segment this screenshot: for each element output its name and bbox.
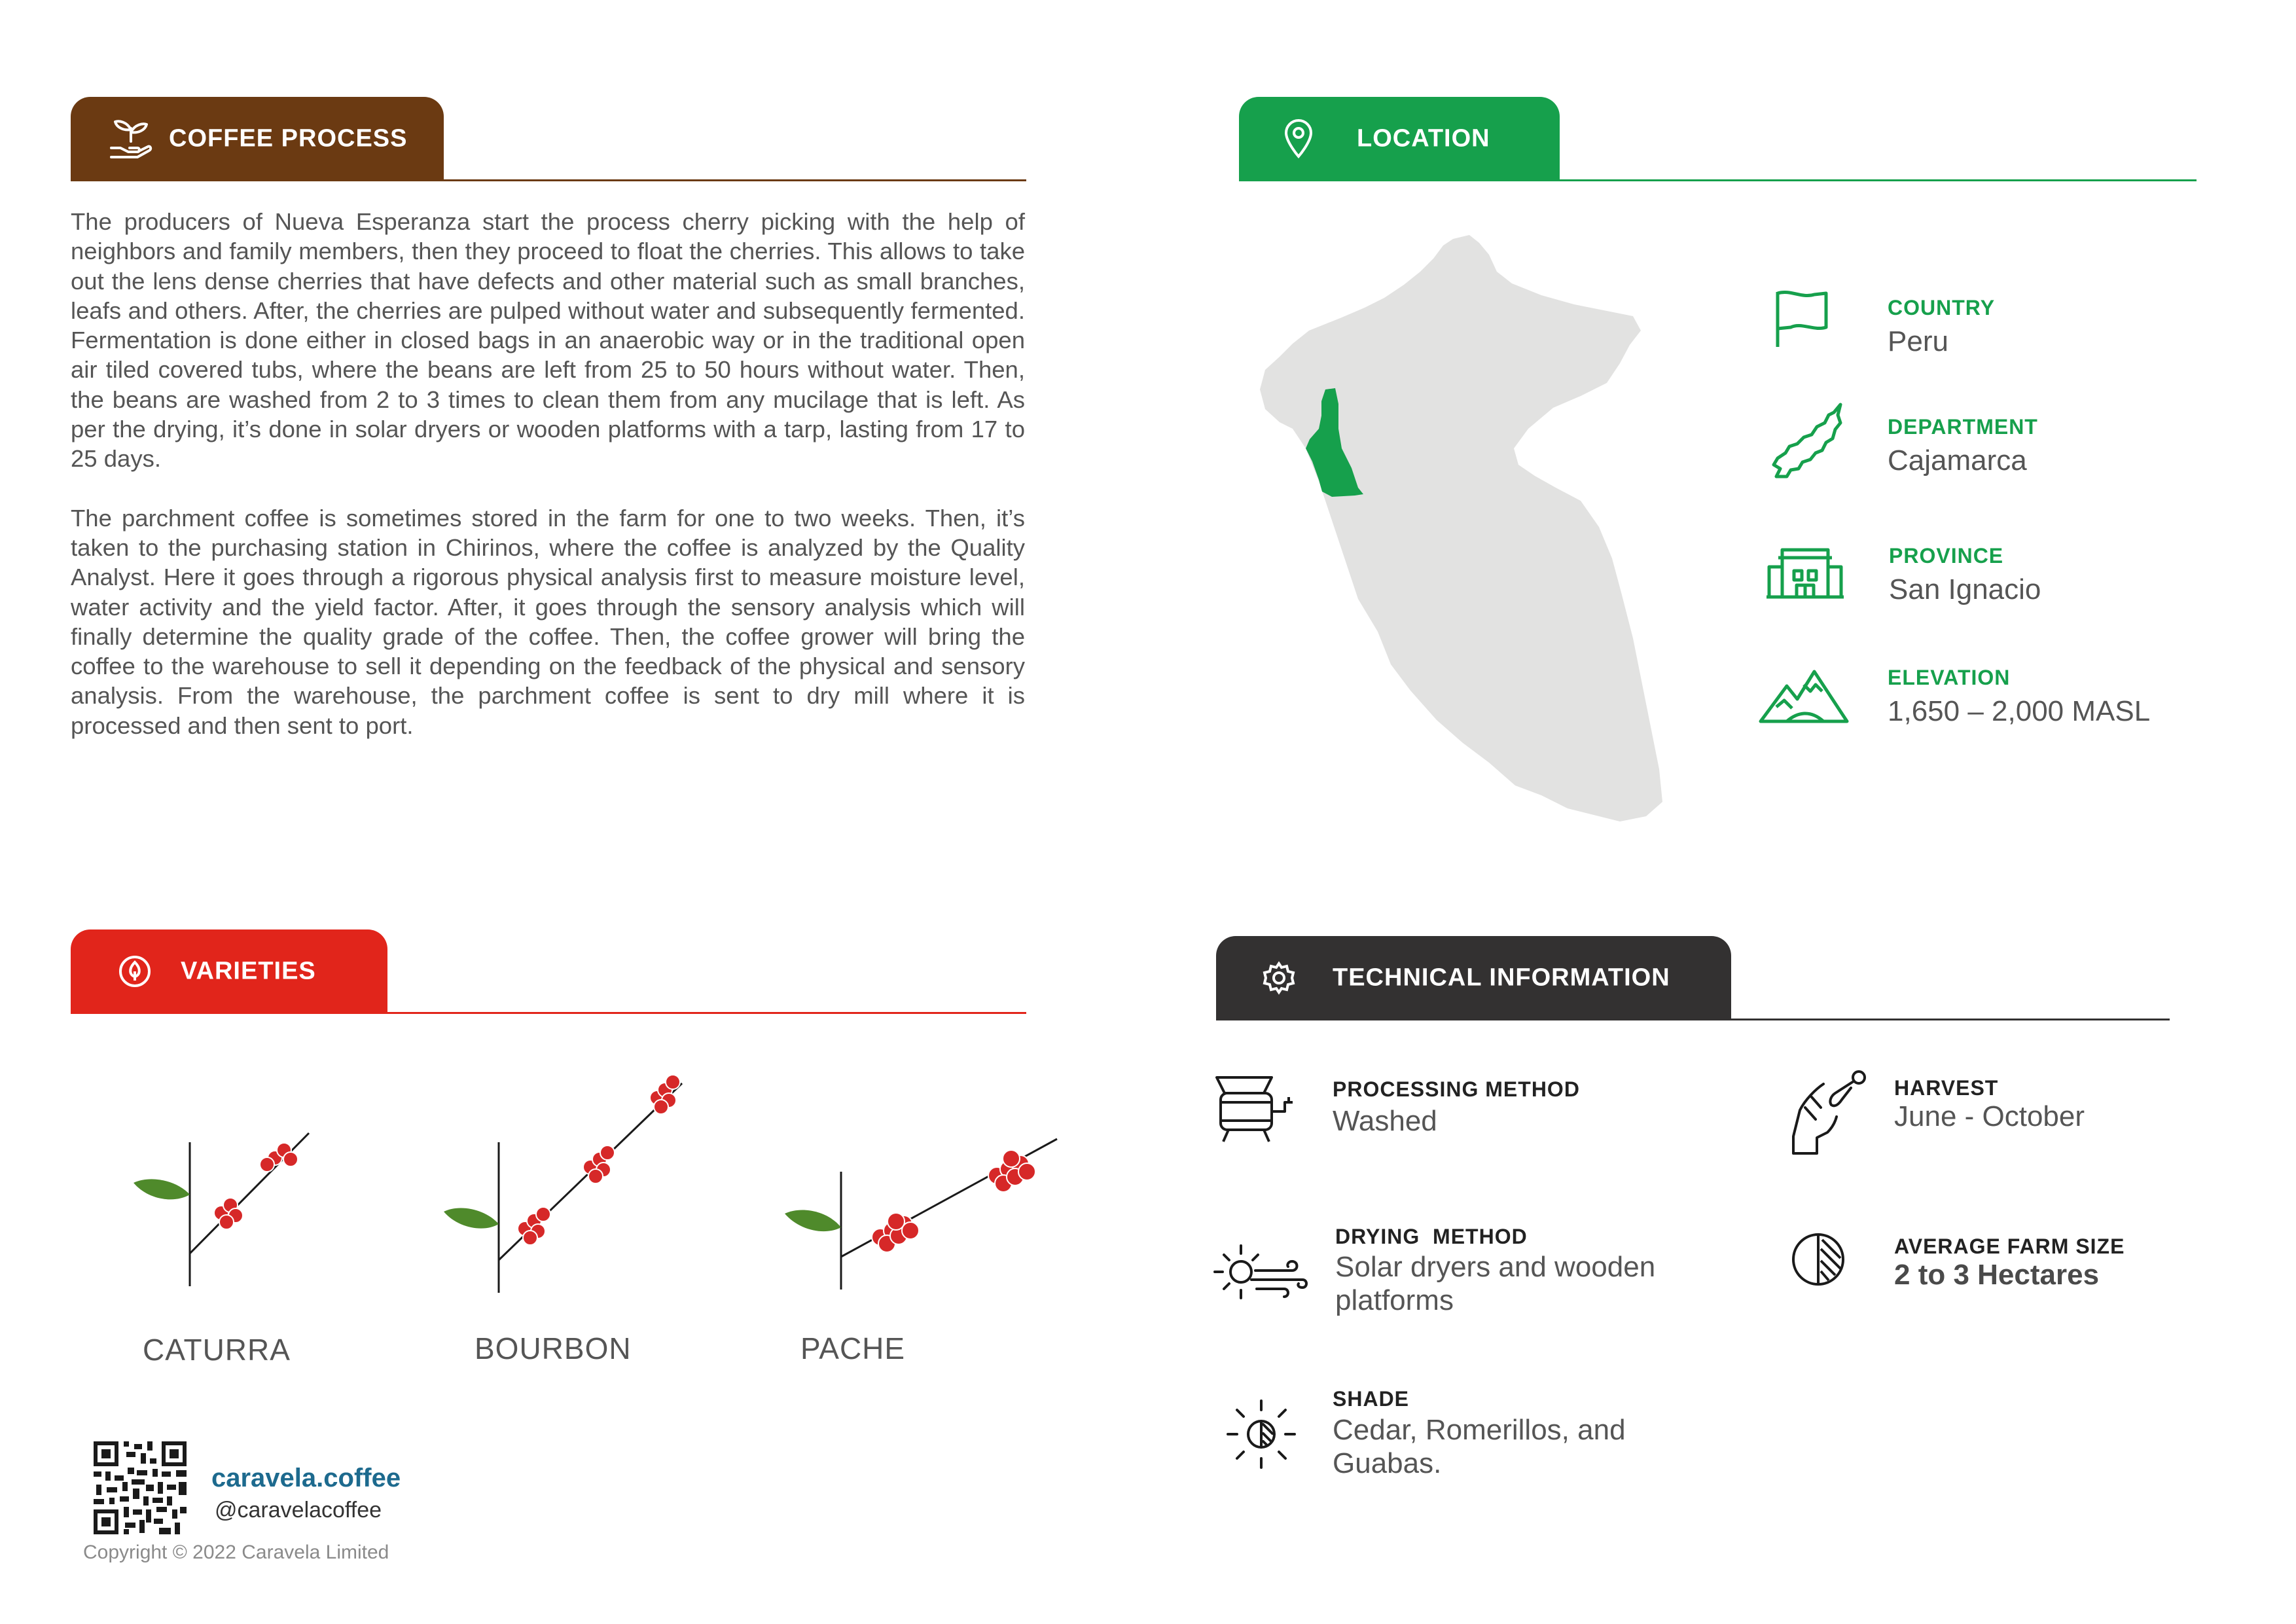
pie-section-icon xyxy=(1789,1231,1847,1288)
variety-pache: PACHE xyxy=(800,1331,906,1365)
coffee-process-tab xyxy=(71,97,444,181)
drying-method-value-line1: Solar dryers and wooden xyxy=(1335,1251,1656,1283)
country-label: COUNTRY xyxy=(1888,296,1996,319)
shade-value xyxy=(1333,1413,1626,1480)
coffee-process-text xyxy=(71,207,1025,740)
website-link[interactable]: caravela.coffee xyxy=(211,1464,401,1492)
mountain-icon xyxy=(1758,666,1850,725)
harvest-label: HARVEST xyxy=(1894,1076,1999,1100)
processing-method-label: PROCESSING METHOD xyxy=(1333,1077,1580,1101)
social-handle[interactable]: @caravelacoffee xyxy=(215,1498,382,1523)
varieties-title: VARIETIES xyxy=(181,957,316,985)
sun-wind-icon xyxy=(1212,1240,1310,1303)
farm-size-label: AVERAGE FARM SIZE xyxy=(1894,1235,2125,1258)
copyright-text: Copyright © 2022 Caravela Limited xyxy=(83,1542,389,1563)
elevation-value: 1,650 – 2,000 MASL xyxy=(1888,695,2151,727)
shade-value-line2: Guabas. xyxy=(1333,1447,1442,1479)
varieties-rule xyxy=(71,1012,1026,1014)
map-pin-icon xyxy=(1282,118,1315,159)
peru-map xyxy=(1253,232,1698,835)
technical-header xyxy=(1216,936,2170,1020)
location-header xyxy=(1239,97,2197,181)
varieties-header xyxy=(71,929,1026,1013)
building-icon xyxy=(1763,545,1848,601)
picking-hand-icon xyxy=(1785,1067,1877,1159)
technical-title: TECHNICAL INFORMATION xyxy=(1333,964,1670,992)
qr-code[interactable] xyxy=(94,1441,187,1534)
department-value: Cajamarca xyxy=(1888,444,2027,477)
leaf-circle-icon xyxy=(118,954,152,988)
shade-label: SHADE xyxy=(1333,1387,1410,1411)
coffee-process-header xyxy=(71,97,1026,181)
drying-method-label: DRYING METHOD xyxy=(1335,1225,1528,1248)
province-value: San Ignacio xyxy=(1889,573,2041,605)
location-tab xyxy=(1239,97,1560,181)
pache-branch-icon xyxy=(776,1126,1064,1290)
variety-bourbon: BOURBON xyxy=(475,1331,632,1365)
drying-method-value-line2: platforms xyxy=(1335,1284,1454,1316)
shade-sun-icon xyxy=(1224,1397,1299,1471)
farm-size-value: 2 to 3 Hectares xyxy=(1894,1259,2100,1291)
bourbon-branch-icon xyxy=(439,1057,700,1293)
department-outline-icon xyxy=(1770,401,1848,482)
location-title: LOCATION xyxy=(1357,124,1490,153)
varieties-tab xyxy=(71,929,387,1013)
shade-value-line1: Cedar, Romerillos, and xyxy=(1333,1414,1626,1446)
sprout-hand-icon xyxy=(107,115,154,162)
variety-caturra: CATURRA xyxy=(143,1333,291,1367)
flag-icon xyxy=(1772,288,1831,351)
technical-tab xyxy=(1216,936,1731,1020)
technical-rule xyxy=(1216,1019,2170,1020)
elevation-label: ELEVATION xyxy=(1888,666,2011,689)
department-label: DEPARTMENT xyxy=(1888,415,2038,439)
processing-method-value: Washed xyxy=(1333,1105,1437,1137)
province-label: PROVINCE xyxy=(1889,544,2004,568)
process-paragraph-2: The parchment coffee is sometimes stored in the farm for one to two weeks. Then, it’s taken to the purchasing station in Chirinos, where the coffee is analyzed by the Quality Analyst. Here it goes through a rigorous physical analysis first to measure moisture level, water activity and the yield factor. After, it goes through the sensory analysis which will finally determine the quality grade of the coffee. Then, the coffee grower will bring the coffee to the warehouse to sell it depending on the feedback of the physical and sensory analysis. From the warehouse, the parchment coffee is sent to dry mill where it is processed and then sent to port. xyxy=(71,504,1025,739)
process-paragraph-1: The producers of Nueva Esperanza start the process cherry picking with the help of neighbors and family members, then they proceed to float the cherries. This allows to take out the lens dense cherries that have defects and other material such as small branches, leafs and others. After, the cherries are pulped without water and subsequently fermented. Fermentation is done either in closed bags in an anaerobic way or in the traditional open air tiled covered tubs, where the beans are left from 25 to 50 hours without water. Then, the beans are washed from 2 to 3 times to clean them from any mucilage that is left. As per the drying, it’s done in solar dryers or wooden platforms with a tarp, lasting from 17 to 25 days. xyxy=(71,208,1025,473)
harvest-value: June - October xyxy=(1894,1100,2085,1132)
caturra-branch-icon xyxy=(124,1110,334,1286)
location-rule xyxy=(1239,179,2197,181)
coffee-process-title: COFFEE PROCESS xyxy=(169,124,408,153)
drying-method-value xyxy=(1335,1250,1655,1317)
coffee-process-rule xyxy=(71,179,1026,181)
gear-icon xyxy=(1262,961,1296,995)
peru-country-shape xyxy=(1260,235,1662,821)
country-value: Peru xyxy=(1888,325,1948,357)
pulper-machine-icon xyxy=(1214,1074,1299,1146)
